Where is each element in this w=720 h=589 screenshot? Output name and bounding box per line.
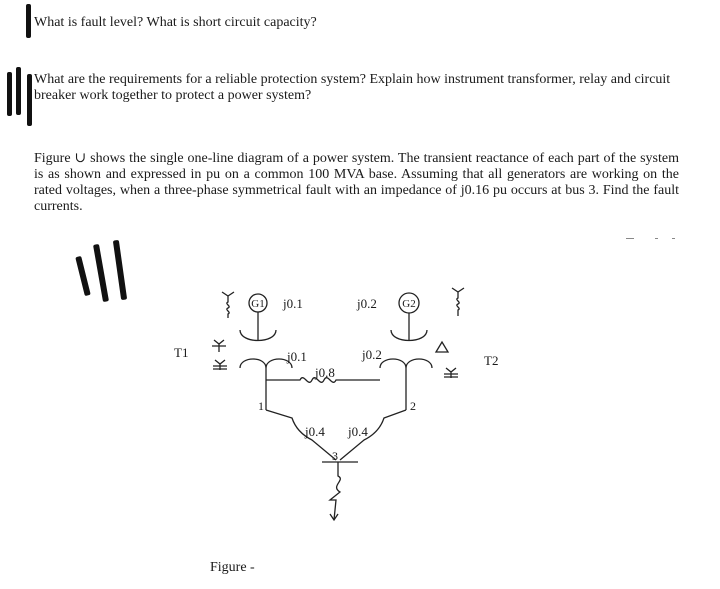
t2-label: T2	[484, 353, 499, 368]
line12-reactance: j0.8	[315, 365, 335, 380]
bus-1-label: 1	[258, 399, 264, 413]
g1-reactance: j0.1	[283, 296, 303, 311]
figure-caption: Figure -	[210, 560, 255, 575]
g2-label: G2	[402, 298, 416, 310]
question-fault-currents: Figure ∪ shows the single one-line diagram of a power system. The transient reactance of each part of the system is as shown and expressed in pu on a common 100 MVA base. Assuming that all generators are working on the rated voltages, when a three-phase symmetrical fault with an impedance of j0.16 pu occurs at bus 3. Find the fault currents.	[34, 151, 679, 214]
bus-2-label: 2	[410, 399, 416, 413]
generator-g1	[222, 292, 303, 341]
bus-1	[258, 368, 266, 413]
generator-g2	[356, 288, 464, 341]
t1-reactance: j0.1	[287, 349, 307, 364]
bus-3-label: 3	[332, 449, 338, 463]
t1-label: T1	[174, 345, 189, 360]
g1-label: G1	[251, 298, 265, 310]
bus-2	[406, 368, 416, 413]
g2-reactance: j0.2	[357, 296, 377, 311]
t2-reactance: j0.2	[362, 347, 382, 362]
line-2-3	[340, 410, 406, 460]
line-1-2	[266, 365, 380, 382]
transformer-t1	[174, 340, 307, 370]
question-protection-system: What are the requirements for a reliable protection system? Explain how instrument transformer, relay and circuit breaker work together to protect a power system?	[34, 72, 671, 103]
line23-reactance: j0.4	[348, 424, 368, 439]
line13-reactance: j0.4	[305, 424, 325, 439]
transformer-t2	[361, 342, 498, 378]
line-1-3	[266, 410, 336, 460]
question-fault-level: What is fault level? What is short circuit capacity?	[34, 15, 317, 30]
